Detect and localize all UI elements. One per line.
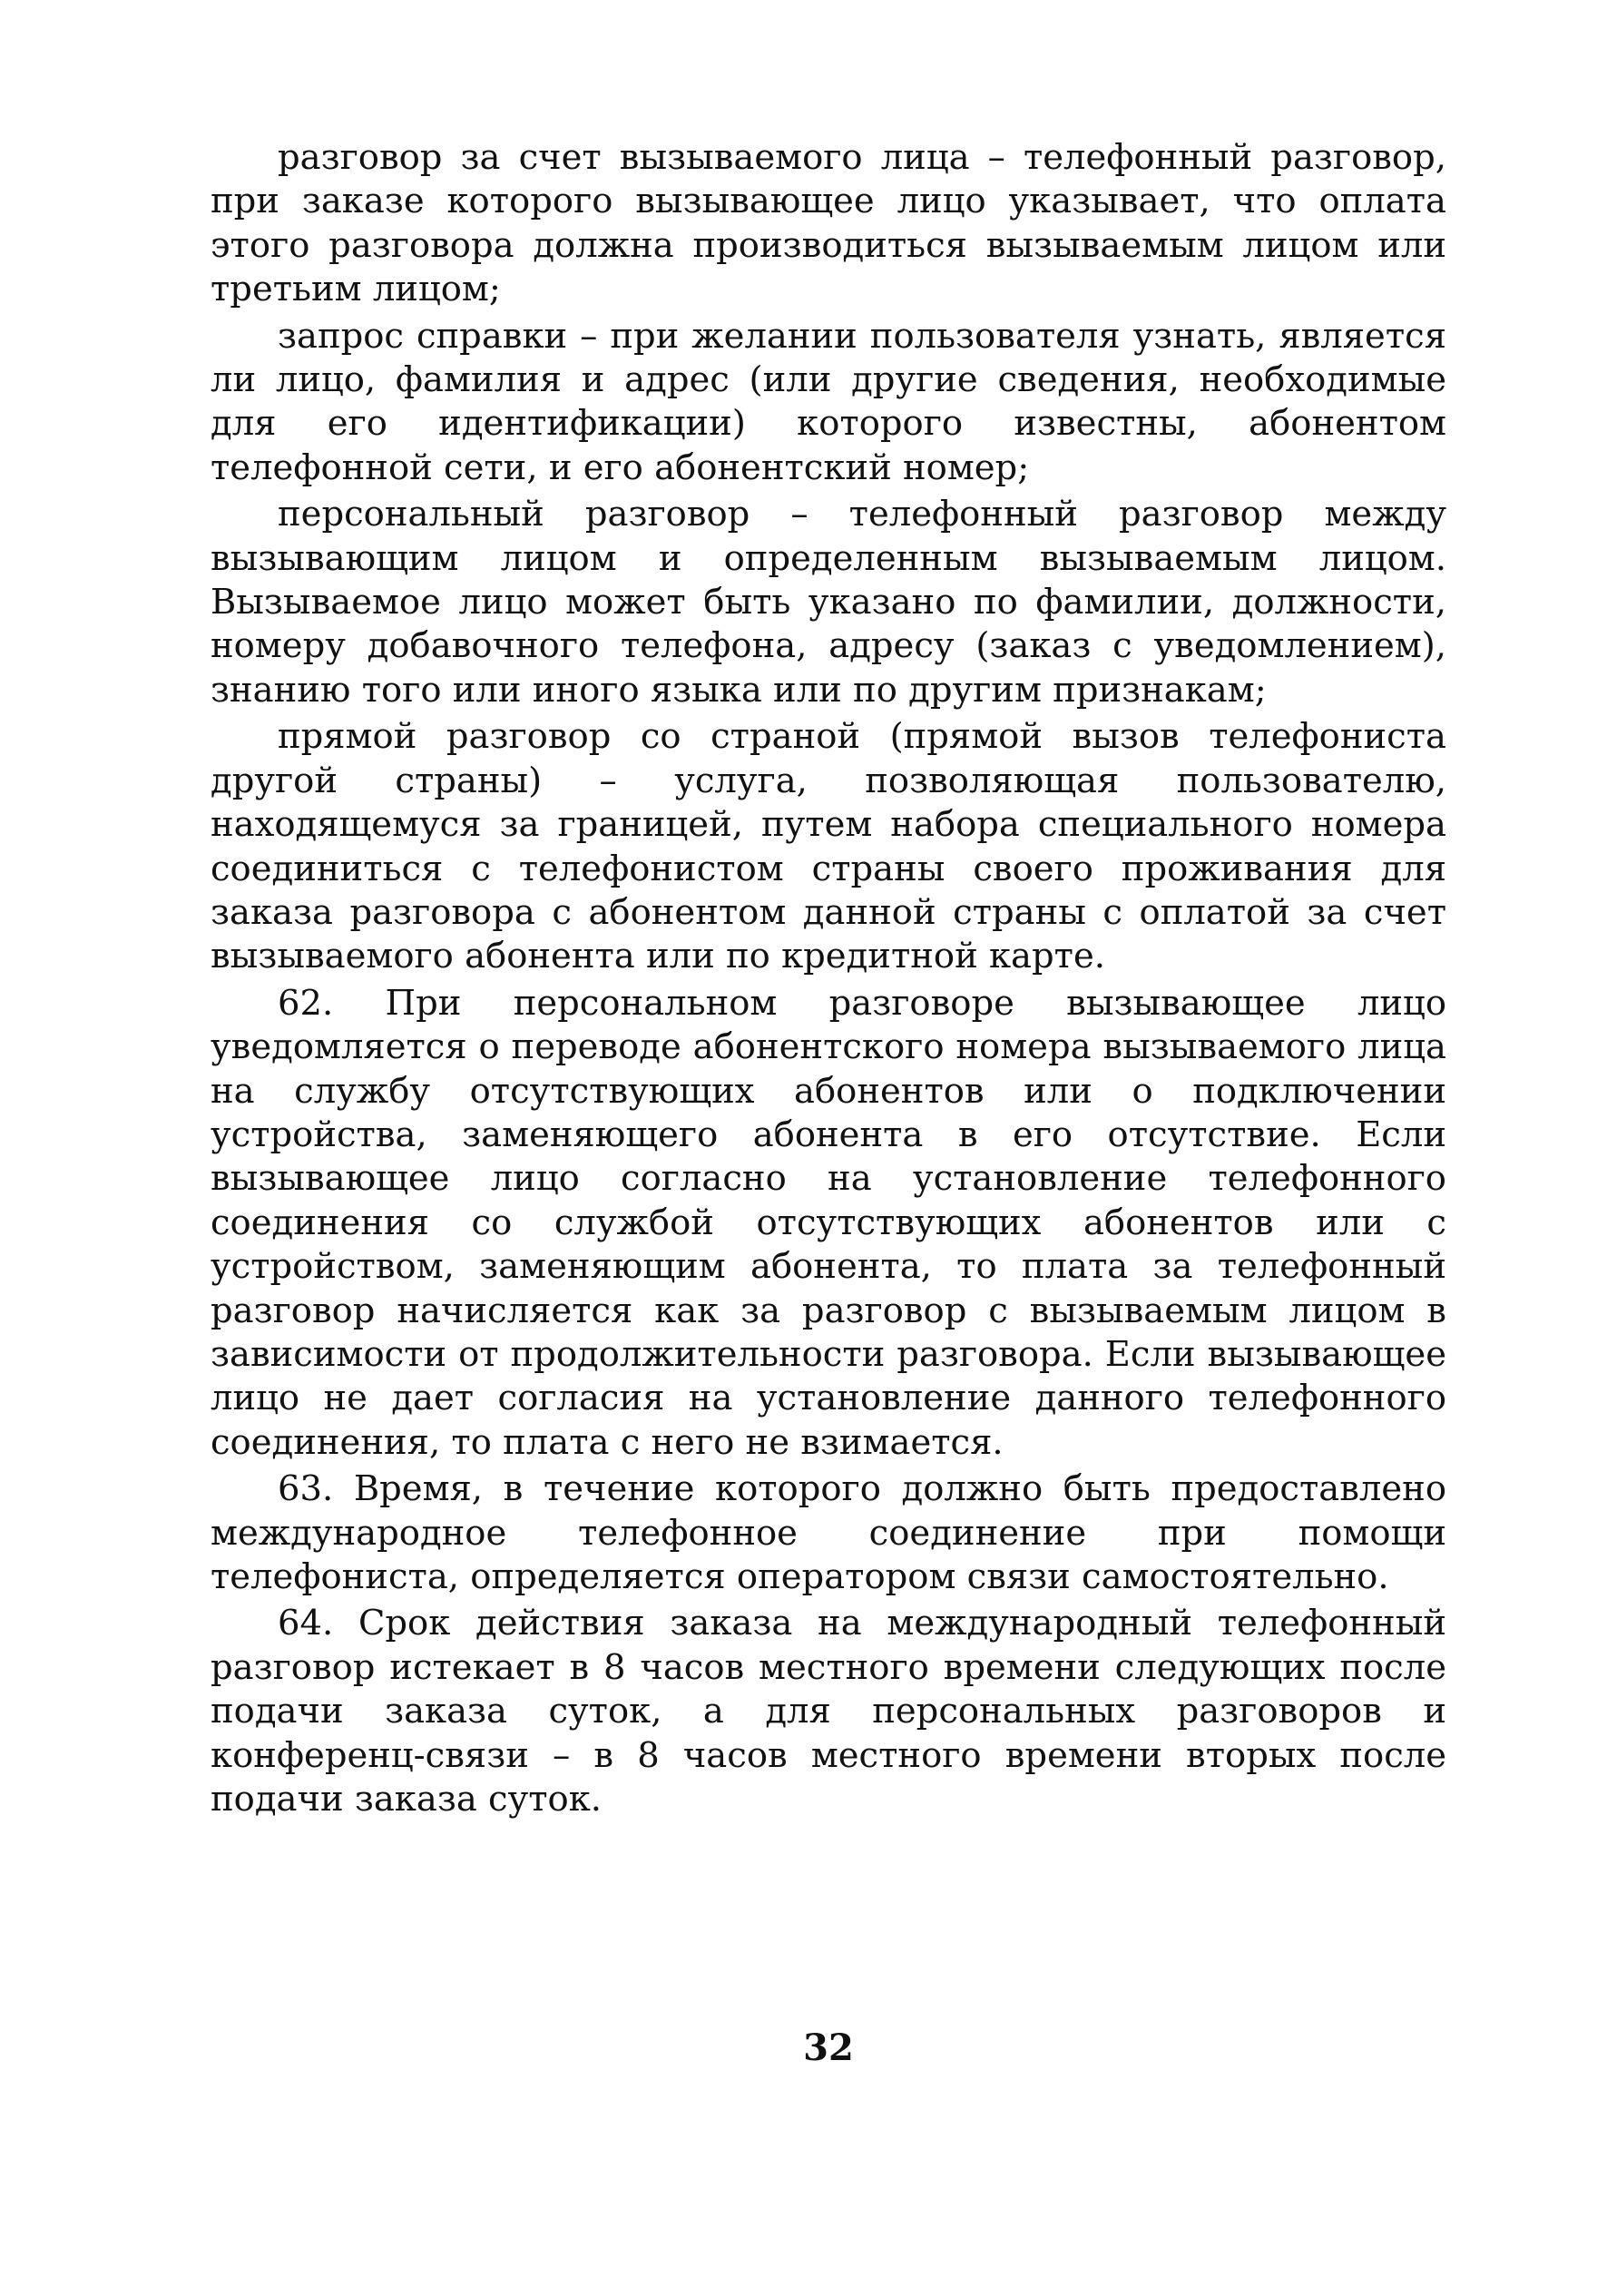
paragraph-directory-inquiry: запрос справки – при желании пользователя узнать, является ли лицо, фамилия и адрес (или другие сведения, необходимые для его идентификации) которого известны, абонентом телефонной сети, и его абонентский номер; bbox=[211, 315, 1446, 488]
page-number: 32 bbox=[803, 2026, 854, 2069]
paragraph-personal-call: персональный разговор – телефонный разговор между вызывающим лицом и определенным вызываемым лицом. Вызываемое лицо может быть указано по фамилии, должности, номеру добавочного телефона, адресу (заказ с уведомлением), знанию того или иного языка или по другим признакам; bbox=[211, 494, 1446, 711]
paragraph-clause-63: 63. Время, в течение которого должно быть предоставлено международное телефонное соединение при помощи телефониста, определяется оператором связи самостоятельно. bbox=[211, 1468, 1446, 1597]
paragraph-country-direct: прямой разговор со страной (прямой вызов телефониста другой страны) – услуга, позволяющая пользователю, находящемуся за границей, путем набора специального номера соединиться с телефонистом страны своего проживания для заказа разговора с абонентом данной страны с оплатой за счет вызываемого абонента или по кредитной карте. bbox=[211, 716, 1446, 977]
paragraph-clause-62: 62. При персональном разговоре вызывающее лицо уведомляется о переводе абонентского номера вызываемого лица на службу отсутствующих абонентов или о подключении устройства, заменяющего абонента в его отсутствие. Если вызывающее лицо согласно на установление телефонного соединения со службой отсутствующих абонентов или с устройством, заменяющим абонента, то плата за телефонный разговор начисляется как за разговор с вызываемым лицом в зависимости от продолжительности разговора. Если вызывающее лицо не дает согласия на установление данного телефонного соединения, то плата с него не взимается. bbox=[211, 982, 1446, 1463]
paragraph-collect-call: разговор за счет вызываемого лица – телефонный разговор, при заказе которого вызывающее лицо указывает, что оплата этого разговора должна производиться вызываемым лицом или третьим лицом; bbox=[211, 137, 1446, 310]
paragraph-clause-64: 64. Срок действия заказа на международный телефонный разговор истекает в 8 часов местного времени следующих после подачи заказа суток, а для персональных разговоров и конференц-связи – в 8 часов местного времени вторых после подачи заказа суток. bbox=[211, 1603, 1446, 1820]
body-text bbox=[211, 136, 1446, 1821]
